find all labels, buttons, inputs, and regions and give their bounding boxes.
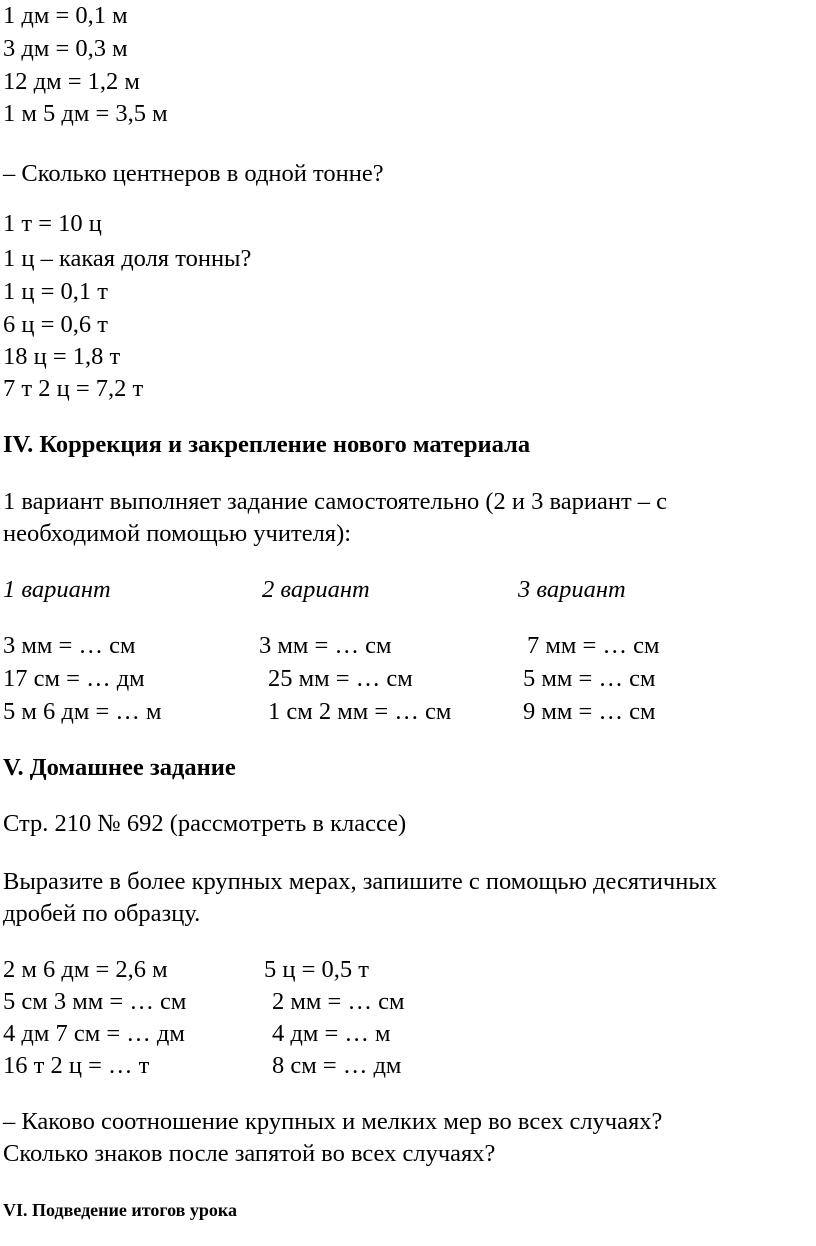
- homework-question-1: – Каково соотношение крупных и мелких мер во всех случаях?: [3, 1108, 663, 1135]
- variant-2-item-3: 1 см 2 мм = … см: [268, 698, 452, 725]
- section-iv-intro-1: 1 вариант выполняет задание самостоятельно (2 и 3 вариант – с: [3, 488, 668, 515]
- dm-line-3: 12 дм = 1,2 м: [3, 68, 140, 95]
- variant-3-item-1: 7 мм = … см: [527, 632, 660, 659]
- ton-line-6: 7 т 2 ц = 7,2 т: [3, 375, 144, 402]
- variant-1-item-2: 17 см = … дм: [3, 665, 145, 692]
- section-iv-heading: IV. Коррекция и закрепление нового материала: [3, 431, 531, 458]
- ton-line-2: 1 ц – какая доля тонны?: [3, 245, 252, 272]
- ton-line-3: 1 ц = 0,1 т: [3, 278, 109, 305]
- variant-3-title: 3 вариант: [518, 576, 626, 603]
- homework-right-2: 2 мм = … см: [272, 988, 405, 1015]
- homework-left-2: 5 см 3 мм = … см: [3, 988, 187, 1015]
- homework-left-4: 16 т 2 ц = … т: [3, 1052, 150, 1079]
- section-iv-intro-2: необходимой помощью учителя):: [3, 520, 352, 547]
- section-v-heading: V. Домашнее задание: [3, 754, 236, 781]
- dm-line-2: 3 дм = 0,3 м: [3, 35, 128, 62]
- homework-right-1: 5 ц = 0,5 т: [264, 956, 370, 983]
- homework-page-ref: Стр. 210 № 692 (рассмотреть в классе): [3, 810, 407, 837]
- homework-right-3: 4 дм = … м: [272, 1020, 391, 1047]
- homework-task-2: дробей по образцу.: [3, 900, 201, 927]
- variant-1-item-3: 5 м 6 дм = … м: [3, 698, 162, 725]
- homework-question-2: Сколько знаков после запятой во всех случаях?: [3, 1140, 496, 1167]
- dm-line-1: 1 дм = 0,1 м: [3, 2, 128, 29]
- variant-3-item-2: 5 мм = … см: [523, 665, 656, 692]
- homework-left-1: 2 м 6 дм = 2,6 м: [3, 956, 168, 983]
- homework-task-1: Выразите в более крупных мерах, запишите с помощью десятичных: [3, 868, 718, 895]
- section-vi-heading: VI. Подведение итогов урока: [3, 1200, 237, 1220]
- homework-left-3: 4 дм 7 см = … дм: [3, 1020, 185, 1047]
- variant-2-item-1: 3 мм = … см: [259, 632, 392, 659]
- variant-2-item-2: 25 мм = … см: [268, 665, 413, 692]
- homework-right-4: 8 см = … дм: [272, 1052, 402, 1079]
- variant-1-item-1: 3 мм = … см: [3, 632, 136, 659]
- ton-line-5: 18 ц = 1,8 т: [3, 343, 121, 370]
- variant-1-title: 1 вариант: [3, 576, 111, 603]
- variant-3-item-3: 9 мм = … см: [523, 698, 656, 725]
- dm-line-4: 1 м 5 дм = 3,5 м: [3, 100, 168, 127]
- ton-line-4: 6 ц = 0,6 т: [3, 311, 109, 338]
- question-centners: – Сколько центнеров в одной тонне?: [3, 160, 384, 187]
- ton-line-1: 1 т = 10 ц: [3, 210, 102, 237]
- variant-2-title: 2 вариант: [262, 576, 370, 603]
